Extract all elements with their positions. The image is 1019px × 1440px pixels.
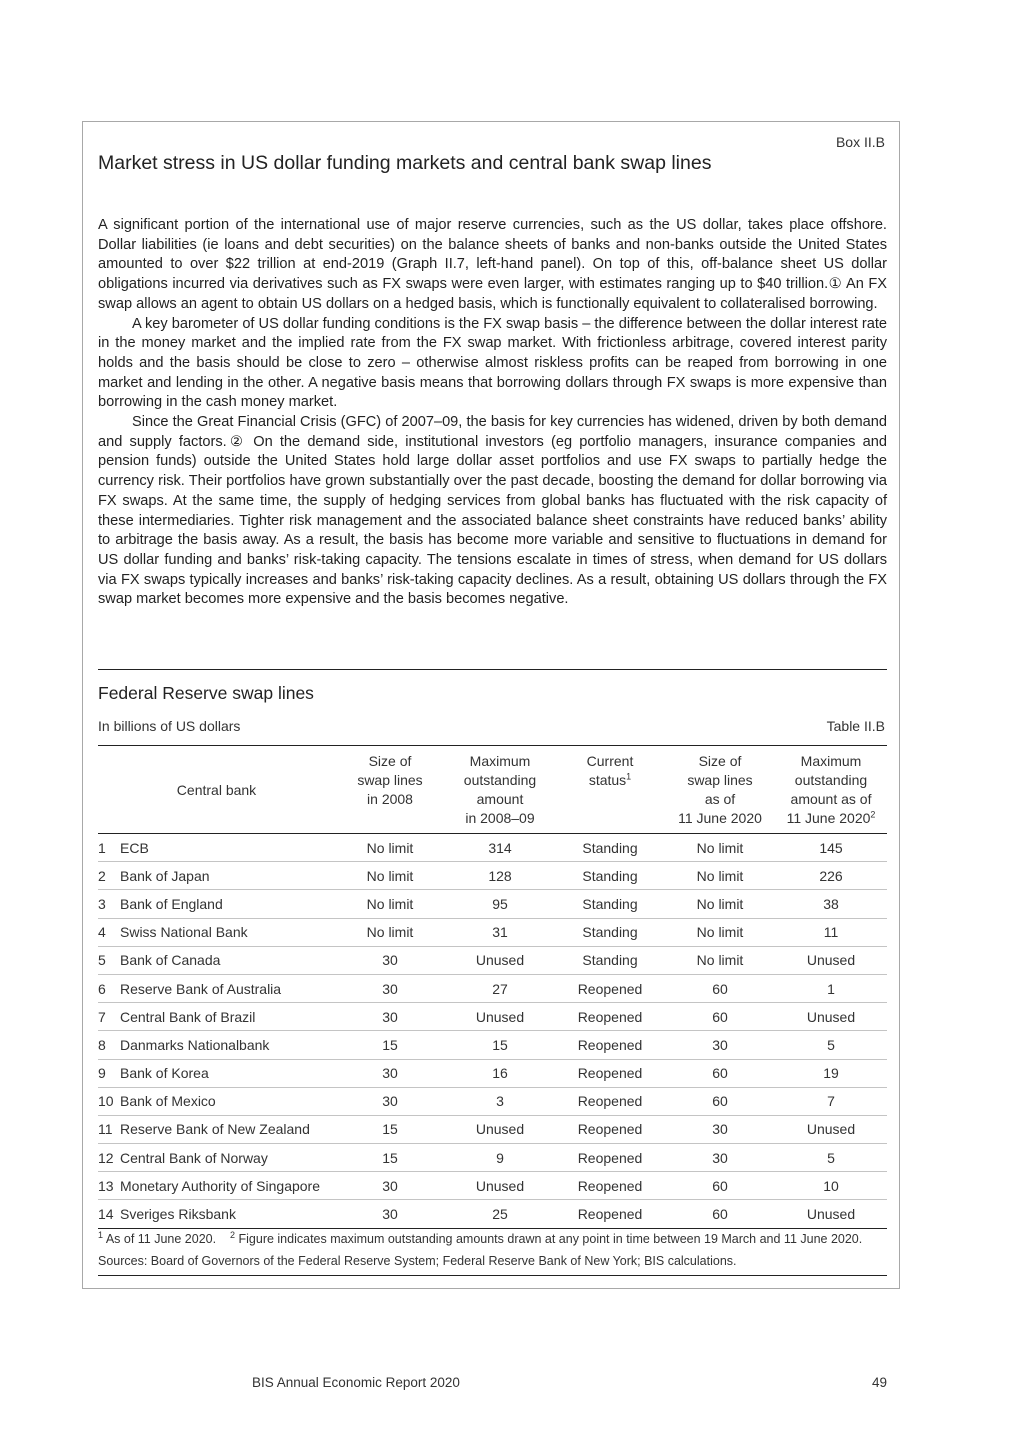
central-bank-name: Swiss National Bank [120,918,335,946]
size-2020-cell: No limit [665,834,775,862]
table-row [98,918,887,946]
table-row [98,1031,887,1059]
central-bank-name: Sveriges Riksbank [120,1200,335,1228]
row-number: 8 [98,1031,120,1059]
max-2020-cell: Unused [775,1003,887,1031]
row-number: 2 [98,862,120,890]
max-2008-09-cell: Unused [445,1172,555,1200]
central-bank-name: Reserve Bank of Australia [120,974,335,1002]
size-2020-cell: 60 [665,1003,775,1031]
table-title: Federal Reserve swap lines [98,683,314,703]
size-2020-cell: 30 [665,1144,775,1172]
size-2008-cell: 30 [335,1003,445,1031]
header-max-2008-09: Maximum outstanding amount in 2008–09 [445,746,555,834]
size-2008-cell: 30 [335,1200,445,1228]
size-2020-cell: 60 [665,1172,775,1200]
table-row [98,1144,887,1172]
size-2020-cell: 60 [665,1087,775,1115]
status-cell: Standing [555,890,665,918]
max-2008-09-cell: 31 [445,918,555,946]
box-label: Box II.B [835,134,885,150]
table-subtitle: In billions of US dollars [98,718,241,734]
row-number: 13 [98,1172,120,1200]
table-row [98,1200,887,1228]
max-2020-cell: 11 [775,918,887,946]
footnote-line [98,1229,887,1254]
size-2020-cell: 60 [665,1059,775,1087]
size-2020-cell: 60 [665,974,775,1002]
central-bank-name: Bank of Japan [120,862,335,890]
max-2008-09-cell: 314 [445,834,555,862]
max-2020-cell: 5 [775,1031,887,1059]
header-size-2008: Size of swap lines in 2008 [335,746,445,834]
paragraph-1: A significant portion of the international use of major reserve currencies, such as the US dollar, takes place offshore. Dollar liabilities (ie loans and debt securities) on the balance sheets of banks and non-banks outside the United States amounted to over $22 trillion at end-2019 (Graph II.7, left-hand panel). On top of this, off-balance sheet US dollar obligations incurred via derivatives such as FX swaps were even larger, with estimates ranging up to $40 trillion.① An FX swap allows an agent to obtain US dollars on a hedged basis, which is functionally equivalent to collateralised borrowing. [98,217,887,312]
header-central-bank: Central bank [98,746,335,834]
table-row [98,1172,887,1200]
row-number: 11 [98,1115,120,1143]
page-number: 49 [871,1375,887,1390]
size-2008-cell: 30 [335,1059,445,1087]
max-2020-cell: 38 [775,890,887,918]
central-bank-name: ECB [120,834,335,862]
row-number: 5 [98,946,120,974]
status-cell: Reopened [555,1115,665,1143]
central-bank-name: Central Bank of Brazil [120,1003,335,1031]
size-2020-cell: 30 [665,1031,775,1059]
central-bank-name: Bank of Mexico [120,1087,335,1115]
status-cell: Reopened [555,1144,665,1172]
status-cell: Reopened [555,1087,665,1115]
max-2008-09-cell: 128 [445,862,555,890]
paragraph-3: Since the Great Financial Crisis (GFC) of 2007–09, the basis for key currencies has widened, driven by both demand and supply factors.② On the demand side, institutional investors (eg portfolio managers, insurance companies and pension funds) outside the United States hold large dollar asset portfolios and use FX swaps to partially hedge the currency risk. Their portfolios have grown substantially over the past decade, boosting the demand for dollar borrowing via FX swaps. At the same time, the supply of hedging services from global banks has fluctuated with the risk capacity of these intermediaries. Tighter risk management and the associated balance sheet constraints have reduced banks’ ability to arbitrage the basis away. As a result, the basis has become more variable and sensitive to fluctuations in demand for US dollar funding and banks’ risk-taking capacity. The tensions escalate in times of stress, when demand for US dollars via FX swaps typically increases and banks’ risk-taking capacity declines. As a result, obtaining US dollars through the FX swap market becomes more expensive and the basis becomes negative. [98,414,887,608]
max-2020-cell: Unused [775,1115,887,1143]
status-cell: Standing [555,918,665,946]
max-2020-cell: 7 [775,1087,887,1115]
size-2020-cell: No limit [665,862,775,890]
central-bank-name: Monetary Authority of Singapore [120,1172,335,1200]
status-cell: Standing [555,834,665,862]
table-row [98,890,887,918]
status-cell: Reopened [555,1003,665,1031]
row-number: 3 [98,890,120,918]
footnote-1-mark: 1 [98,1229,104,1240]
max-2008-09-cell: Unused [445,1115,555,1143]
size-2008-cell: No limit [335,834,445,862]
report-name: BIS Annual Economic Report 2020 [252,1375,460,1390]
table-header-row [98,746,887,834]
table-row [98,1003,887,1031]
max-2008-09-cell: 16 [445,1059,555,1087]
table-row [98,974,887,1002]
size-2020-cell: 30 [665,1115,775,1143]
table-row [98,946,887,974]
row-number: 14 [98,1200,120,1228]
size-2008-cell: 15 [335,1115,445,1143]
size-2008-cell: 30 [335,946,445,974]
size-2008-cell: No limit [335,862,445,890]
central-bank-name: Danmarks Nationalbank [120,1031,335,1059]
central-bank-name: Bank of Korea [120,1059,335,1087]
table-row [98,862,887,890]
table-row [98,834,887,862]
size-2008-cell: No limit [335,890,445,918]
box-body-text [98,216,887,610]
max-2008-09-cell: 25 [445,1200,555,1228]
status-cell: Reopened [555,1031,665,1059]
status-cell: Reopened [555,974,665,1002]
max-2008-09-cell: 15 [445,1031,555,1059]
table-id: Table II.B [826,718,885,734]
max-2020-cell: Unused [775,946,887,974]
status-cell: Reopened [555,1200,665,1228]
max-2008-09-cell: Unused [445,946,555,974]
footnote-1-text: As of 11 June 2020. [105,1232,217,1246]
row-number: 7 [98,1003,120,1031]
max-2020-cell: 10 [775,1172,887,1200]
row-number: 10 [98,1087,120,1115]
size-2008-cell: 30 [335,1087,445,1115]
max-2020-cell: 5 [775,1144,887,1172]
max-2008-09-cell: Unused [445,1003,555,1031]
section-divider [98,669,887,670]
status-cell: Standing [555,946,665,974]
size-2008-cell: 15 [335,1031,445,1059]
row-number: 4 [98,918,120,946]
central-bank-name: Bank of England [120,890,335,918]
size-2020-cell: No limit [665,890,775,918]
footnote-ref: 2 [870,809,876,820]
status-cell: Reopened [555,1172,665,1200]
size-2008-cell: 30 [335,1172,445,1200]
table-row [98,1087,887,1115]
box-ii-b [82,121,900,1289]
max-2008-09-cell: 27 [445,974,555,1002]
footnote-2-mark: 2 [230,1229,236,1240]
central-bank-name: Reserve Bank of New Zealand [120,1115,335,1143]
max-2020-cell: 145 [775,834,887,862]
max-2020-cell: 226 [775,862,887,890]
header-max-2020: Maximum outstanding amount as of 11 June 2020$^2$ [775,746,887,834]
header-current-status: Current status$^1$ [555,746,665,834]
row-number: 6 [98,974,120,1002]
status-cell: Standing [555,862,665,890]
max-2008-09-cell: 3 [445,1087,555,1115]
max-2020-cell: 1 [775,974,887,1002]
table-bottom-rule [98,1275,887,1276]
header-size-2020: Size of swap lines as of 11 June 2020 [665,746,775,834]
sources-note: Sources: Board of Governors of the Federal Reserve System; Federal Reserve Bank of New York; BIS calculations. [98,1254,737,1268]
row-number: 9 [98,1059,120,1087]
max-2020-cell: 19 [775,1059,887,1087]
size-2008-cell: 15 [335,1144,445,1172]
box-title: Market stress in US dollar funding markets and central bank swap lines [98,152,712,174]
size-2020-cell: No limit [665,946,775,974]
max-2008-09-cell: 95 [445,890,555,918]
table-row [98,1059,887,1087]
size-2020-cell: No limit [665,918,775,946]
status-cell: Reopened [555,1059,665,1087]
table-row [98,1115,887,1143]
central-bank-name: Central Bank of Norway [120,1144,335,1172]
footnote-ref: 1 [626,771,632,782]
size-2008-cell: No limit [335,918,445,946]
row-number: 1 [98,834,120,862]
paragraph-2: A key barometer of US dollar funding conditions is the FX swap basis – the difference between the dollar interest rate in the money market and the implied rate from the FX swap market. With frictionless arbitrage, covered interest parity holds and the basis should be close to zero – otherwise almost riskless profits can be reaped from borrowing in one market and lending in the other. A negative basis means that borrowing dollars through FX swaps is more expensive than borrowing in the cash money market. [98,315,887,411]
swap-lines-table [98,745,887,1229]
central-bank-name: Bank of Canada [120,946,335,974]
size-2020-cell: 60 [665,1200,775,1228]
footnote-2-text: Figure indicates maximum outstanding amounts drawn at any point in time between 19 March and 11 June 2020. [238,1232,863,1246]
table-body [98,834,887,1229]
max-2020-cell: Unused [775,1200,887,1228]
max-2008-09-cell: 9 [445,1144,555,1172]
size-2008-cell: 30 [335,974,445,1002]
row-number: 12 [98,1144,120,1172]
table-footnotes [98,1229,887,1274]
